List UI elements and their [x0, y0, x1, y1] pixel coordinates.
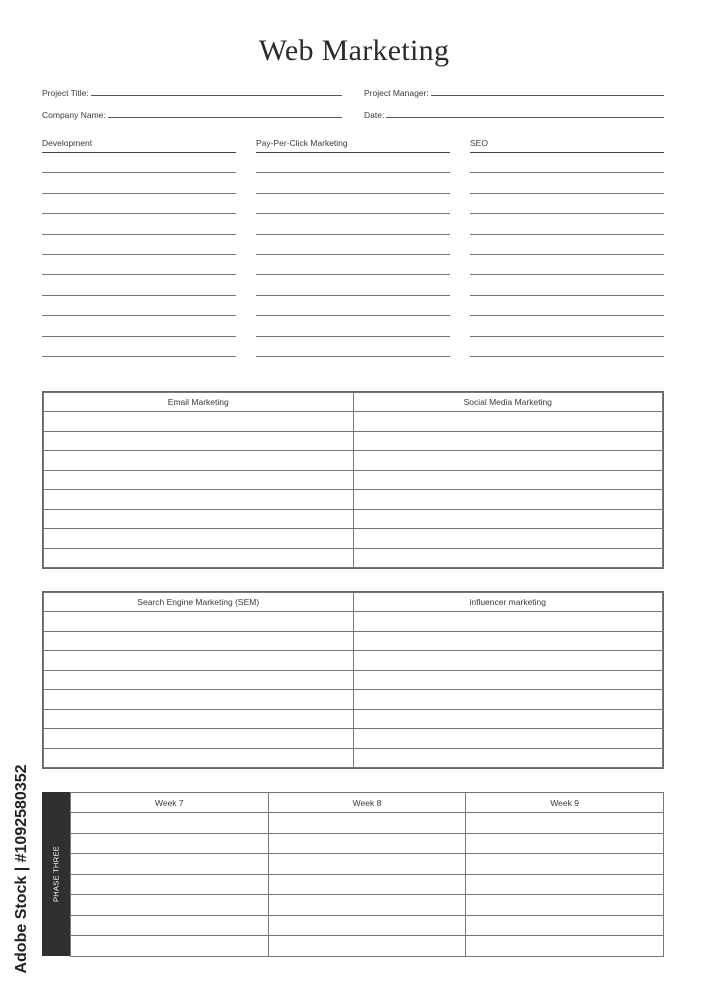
project-manager-label: Project Manager:: [364, 88, 429, 98]
sem-header: Search Engine Marketing (SEM): [44, 593, 354, 612]
table-cell[interactable]: [466, 833, 664, 854]
table-cell[interactable]: [353, 709, 663, 729]
table-cell[interactable]: [71, 936, 269, 957]
table-cell[interactable]: [353, 490, 663, 510]
seo-heading: SEO: [470, 138, 664, 153]
table-cell[interactable]: [268, 854, 466, 875]
ppc-line[interactable]: [256, 173, 450, 193]
table-cell[interactable]: [44, 412, 354, 432]
table-cell[interactable]: [268, 813, 466, 834]
project-title-field[interactable]: [42, 84, 342, 98]
table-cell[interactable]: [466, 895, 664, 916]
development-line[interactable]: [42, 275, 236, 295]
seo-line[interactable]: [470, 153, 664, 173]
table-cell[interactable]: [466, 915, 664, 936]
week-7-header: Week 7: [71, 793, 269, 813]
table-cell[interactable]: [268, 874, 466, 895]
phase-three-band: [42, 792, 70, 956]
project-manager-field[interactable]: [364, 84, 664, 98]
sem-influencer-table: [42, 591, 664, 769]
week-8-header: Week 8: [268, 793, 466, 813]
table-cell[interactable]: [44, 451, 354, 471]
social-media-header: Social Media Marketing: [353, 393, 663, 412]
table-cell[interactable]: [353, 612, 663, 632]
table-cell[interactable]: [353, 748, 663, 768]
date-label: Date:: [364, 110, 385, 120]
table-cell[interactable]: [44, 631, 354, 651]
table-cell[interactable]: [268, 915, 466, 936]
date-field[interactable]: [364, 106, 664, 120]
table-cell[interactable]: [44, 709, 354, 729]
table-cell[interactable]: [466, 813, 664, 834]
table-cell[interactable]: [353, 729, 663, 749]
date-line[interactable]: [386, 117, 664, 118]
table-cell[interactable]: [353, 431, 663, 451]
table-cell[interactable]: [353, 651, 663, 671]
table-cell[interactable]: [44, 651, 354, 671]
seo-line[interactable]: [470, 255, 664, 275]
project-manager-line[interactable]: [431, 95, 664, 96]
table-cell[interactable]: [268, 895, 466, 916]
table-cell[interactable]: [44, 509, 354, 529]
seo-line[interactable]: [470, 316, 664, 336]
table-cell[interactable]: [466, 854, 664, 875]
ppc-line[interactable]: [256, 214, 450, 234]
development-line[interactable]: [42, 235, 236, 255]
ppc-line[interactable]: [256, 194, 450, 214]
company-name-label: Company Name:: [42, 110, 106, 120]
table-cell[interactable]: [71, 854, 269, 875]
development-line[interactable]: [42, 316, 236, 336]
development-line[interactable]: [42, 194, 236, 214]
table-cell[interactable]: [71, 915, 269, 936]
seo-line[interactable]: [470, 235, 664, 255]
table-cell[interactable]: [353, 470, 663, 490]
seo-line[interactable]: [470, 275, 664, 295]
table-cell[interactable]: [268, 936, 466, 957]
influencer-header: influencer marketing: [353, 593, 663, 612]
seo-line[interactable]: [470, 337, 664, 357]
table-cell[interactable]: [44, 729, 354, 749]
seo-column: [470, 138, 664, 357]
page-title: Web Marketing: [258, 34, 450, 67]
development-line[interactable]: [42, 337, 236, 357]
seo-line[interactable]: [470, 296, 664, 316]
table-cell[interactable]: [44, 470, 354, 490]
ppc-line[interactable]: [256, 275, 450, 295]
table-cell[interactable]: [44, 529, 354, 549]
stock-watermark: [10, 752, 34, 986]
seo-line[interactable]: [470, 194, 664, 214]
stock-watermark-text: Adobe Stock | #1092580352: [13, 764, 30, 974]
table-cell[interactable]: [466, 874, 664, 895]
ppc-heading: Pay-Per-Click Marketing: [256, 138, 450, 153]
development-line[interactable]: [42, 214, 236, 234]
ppc-column: [256, 138, 450, 357]
table-cell[interactable]: [71, 813, 269, 834]
project-title-label: Project Title:: [42, 88, 89, 98]
seo-line[interactable]: [470, 173, 664, 193]
table-cell[interactable]: [44, 490, 354, 510]
company-name-field[interactable]: [42, 106, 342, 120]
table-cell[interactable]: [466, 936, 664, 957]
table-cell[interactable]: [44, 431, 354, 451]
table-cell[interactable]: [44, 670, 354, 690]
table-cell[interactable]: [353, 529, 663, 549]
week-9-header: Week 9: [466, 793, 664, 813]
ppc-line[interactable]: [256, 235, 450, 255]
ppc-line[interactable]: [256, 255, 450, 275]
ppc-line[interactable]: [256, 316, 450, 336]
ppc-line[interactable]: [256, 337, 450, 357]
project-title-line[interactable]: [91, 95, 342, 96]
table-cell[interactable]: [353, 690, 663, 710]
table-cell[interactable]: [44, 612, 354, 632]
table-cell[interactable]: [71, 895, 269, 916]
table-cell[interactable]: [44, 748, 354, 768]
phase-three-label: PHASE THREE: [51, 845, 61, 903]
development-line[interactable]: [42, 153, 236, 173]
table-cell[interactable]: [353, 670, 663, 690]
development-line[interactable]: [42, 173, 236, 193]
table-cell[interactable]: [44, 548, 354, 568]
table-cell[interactable]: [44, 690, 354, 710]
table-cell[interactable]: [353, 451, 663, 471]
weeks-table: [70, 792, 664, 957]
development-line[interactable]: [42, 296, 236, 316]
table-cell[interactable]: [353, 412, 663, 432]
table-cell[interactable]: [71, 874, 269, 895]
email-social-table: [42, 391, 664, 569]
table-cell[interactable]: [268, 833, 466, 854]
table-cell[interactable]: [353, 509, 663, 529]
development-column: [42, 138, 236, 357]
seo-line[interactable]: [470, 214, 664, 234]
table-cell[interactable]: [353, 548, 663, 568]
company-name-line[interactable]: [108, 117, 342, 118]
email-marketing-header: Email Marketing: [44, 393, 354, 412]
table-cell[interactable]: [71, 833, 269, 854]
development-line[interactable]: [42, 255, 236, 275]
development-heading: Development: [42, 138, 236, 153]
ppc-line[interactable]: [256, 153, 450, 173]
ppc-line[interactable]: [256, 296, 450, 316]
table-cell[interactable]: [353, 631, 663, 651]
